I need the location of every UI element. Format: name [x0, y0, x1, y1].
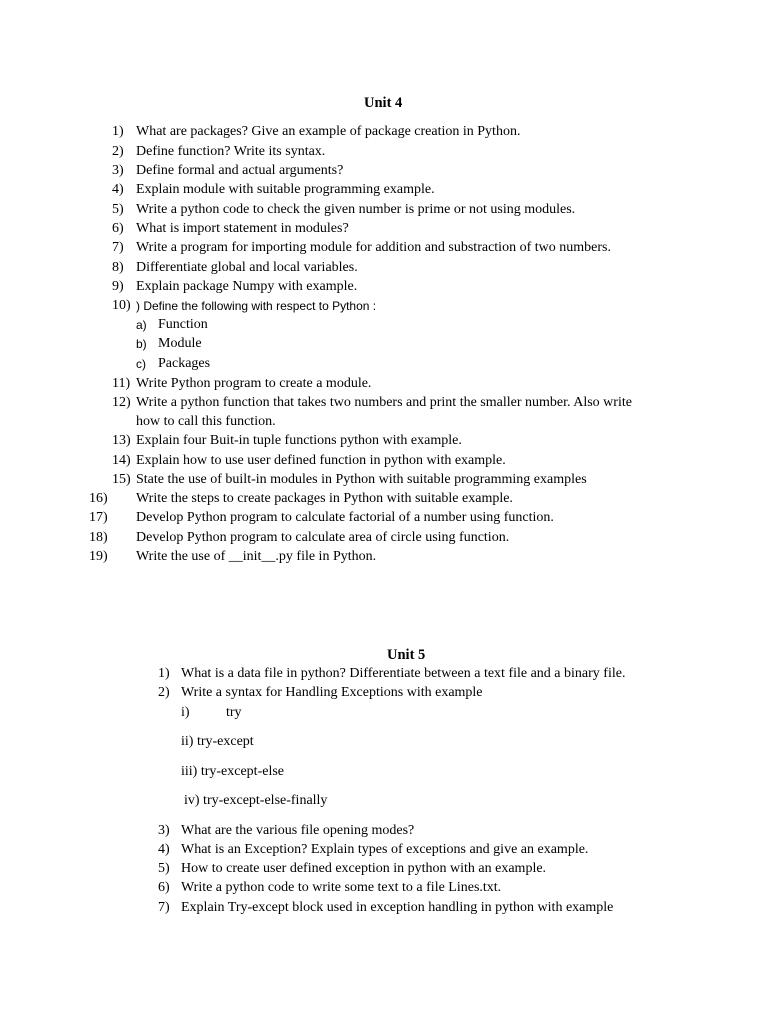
item-number: 16): [89, 491, 108, 506]
sub-item-letter: c): [136, 357, 146, 371]
item-number: 6): [158, 880, 170, 895]
item-number: 4): [112, 182, 124, 197]
sub-item-letter: a): [136, 318, 147, 332]
item-number: 7): [112, 240, 124, 255]
item-number: 2): [112, 144, 124, 159]
question-text: Write Python program to create a module.: [136, 376, 372, 391]
question-text: Write a python function that takes two numbers and print the smaller number. Also write: [136, 395, 632, 410]
item-number: 13): [112, 433, 131, 448]
item-number: 4): [158, 842, 170, 857]
item-number: 12): [112, 395, 131, 410]
item-number: 3): [112, 163, 124, 178]
question-text-continued: how to call this function.: [136, 414, 276, 429]
sub-item-text: iv) try-except-else-finally: [184, 793, 328, 808]
question-text: Develop Python program to calculate area of circle using function.: [136, 530, 510, 545]
item-number: 1): [158, 666, 170, 681]
question-text: What is import statement in modules?: [136, 221, 349, 236]
sub-item-text: Module: [158, 336, 202, 351]
item-number: 18): [89, 530, 108, 545]
question-text: Write the steps to create packages in Python with suitable example.: [136, 491, 513, 506]
question-text: Develop Python program to calculate factorial of a number using function.: [136, 510, 554, 525]
question-text: State the use of built-in modules in Python with suitable programming examples: [136, 472, 587, 487]
question-text: What is a data file in python? Differentiate between a text file and a binary file.: [181, 666, 626, 681]
item-number: 17): [89, 510, 108, 525]
question-text: What are the various file opening modes?: [181, 823, 415, 838]
question-text: Write a program for importing module for addition and substraction of two numbers.: [136, 240, 611, 255]
question-text: Write the use of __init__.py file in Python.: [136, 549, 377, 564]
question-text: Explain how to use user defined function in python with example.: [136, 453, 506, 468]
item-number: 8): [112, 260, 124, 275]
question-text: What are packages? Give an example of package creation in Python.: [136, 124, 521, 139]
item-number: 3): [158, 823, 170, 838]
question-text: How to create user defined exception in python with an example.: [181, 861, 547, 876]
item-number: 6): [112, 221, 124, 236]
question-text: Define formal and actual arguments?: [136, 163, 344, 178]
sub-item-text: ii) try-except: [181, 734, 254, 749]
item-number: 7): [158, 900, 170, 915]
item-number: 10): [112, 298, 131, 313]
item-number: 2): [158, 685, 170, 700]
item-number: 11): [112, 376, 131, 391]
question-text: Write a python code to check the given number is prime or not using modules.: [136, 202, 576, 217]
item-number: 5): [158, 861, 170, 876]
item-number: 9): [112, 279, 124, 294]
item-number: 19): [89, 549, 108, 564]
question-text: Define function? Write its syntax.: [136, 144, 326, 159]
item-number: 5): [112, 202, 124, 217]
unit4-heading: Unit 4: [364, 95, 403, 111]
question-text: ) Define the following with respect to Python :: [136, 299, 377, 313]
sub-item-text: iii) try-except-else: [181, 764, 285, 779]
sub-item-text: try: [226, 705, 242, 720]
question-text: Differentiate global and local variables.: [136, 260, 358, 275]
question-text: What is an Exception? Explain types of exceptions and give an example.: [181, 842, 589, 857]
question-text: Explain Try-except block used in exception handling in python with example: [181, 900, 614, 915]
question-text: Write a python code to write some text to a file Lines.txt.: [181, 880, 502, 895]
question-text: Explain package Numpy with example.: [136, 279, 358, 294]
question-text: Write a syntax for Handling Exceptions with example: [181, 685, 483, 700]
unit5-heading: Unit 5: [387, 647, 426, 663]
sub-item-letter: b): [136, 337, 147, 351]
item-number: 14): [112, 453, 131, 468]
sub-item-text: Function: [158, 317, 208, 332]
question-text: Explain module with suitable programming example.: [136, 182, 435, 197]
item-number: 1): [112, 124, 124, 139]
item-number: 15): [112, 472, 131, 487]
sub-item-number: i): [181, 705, 190, 720]
question-text: Explain four Buit-in tuple functions python with example.: [136, 433, 462, 448]
sub-item-text: Packages: [158, 356, 211, 371]
